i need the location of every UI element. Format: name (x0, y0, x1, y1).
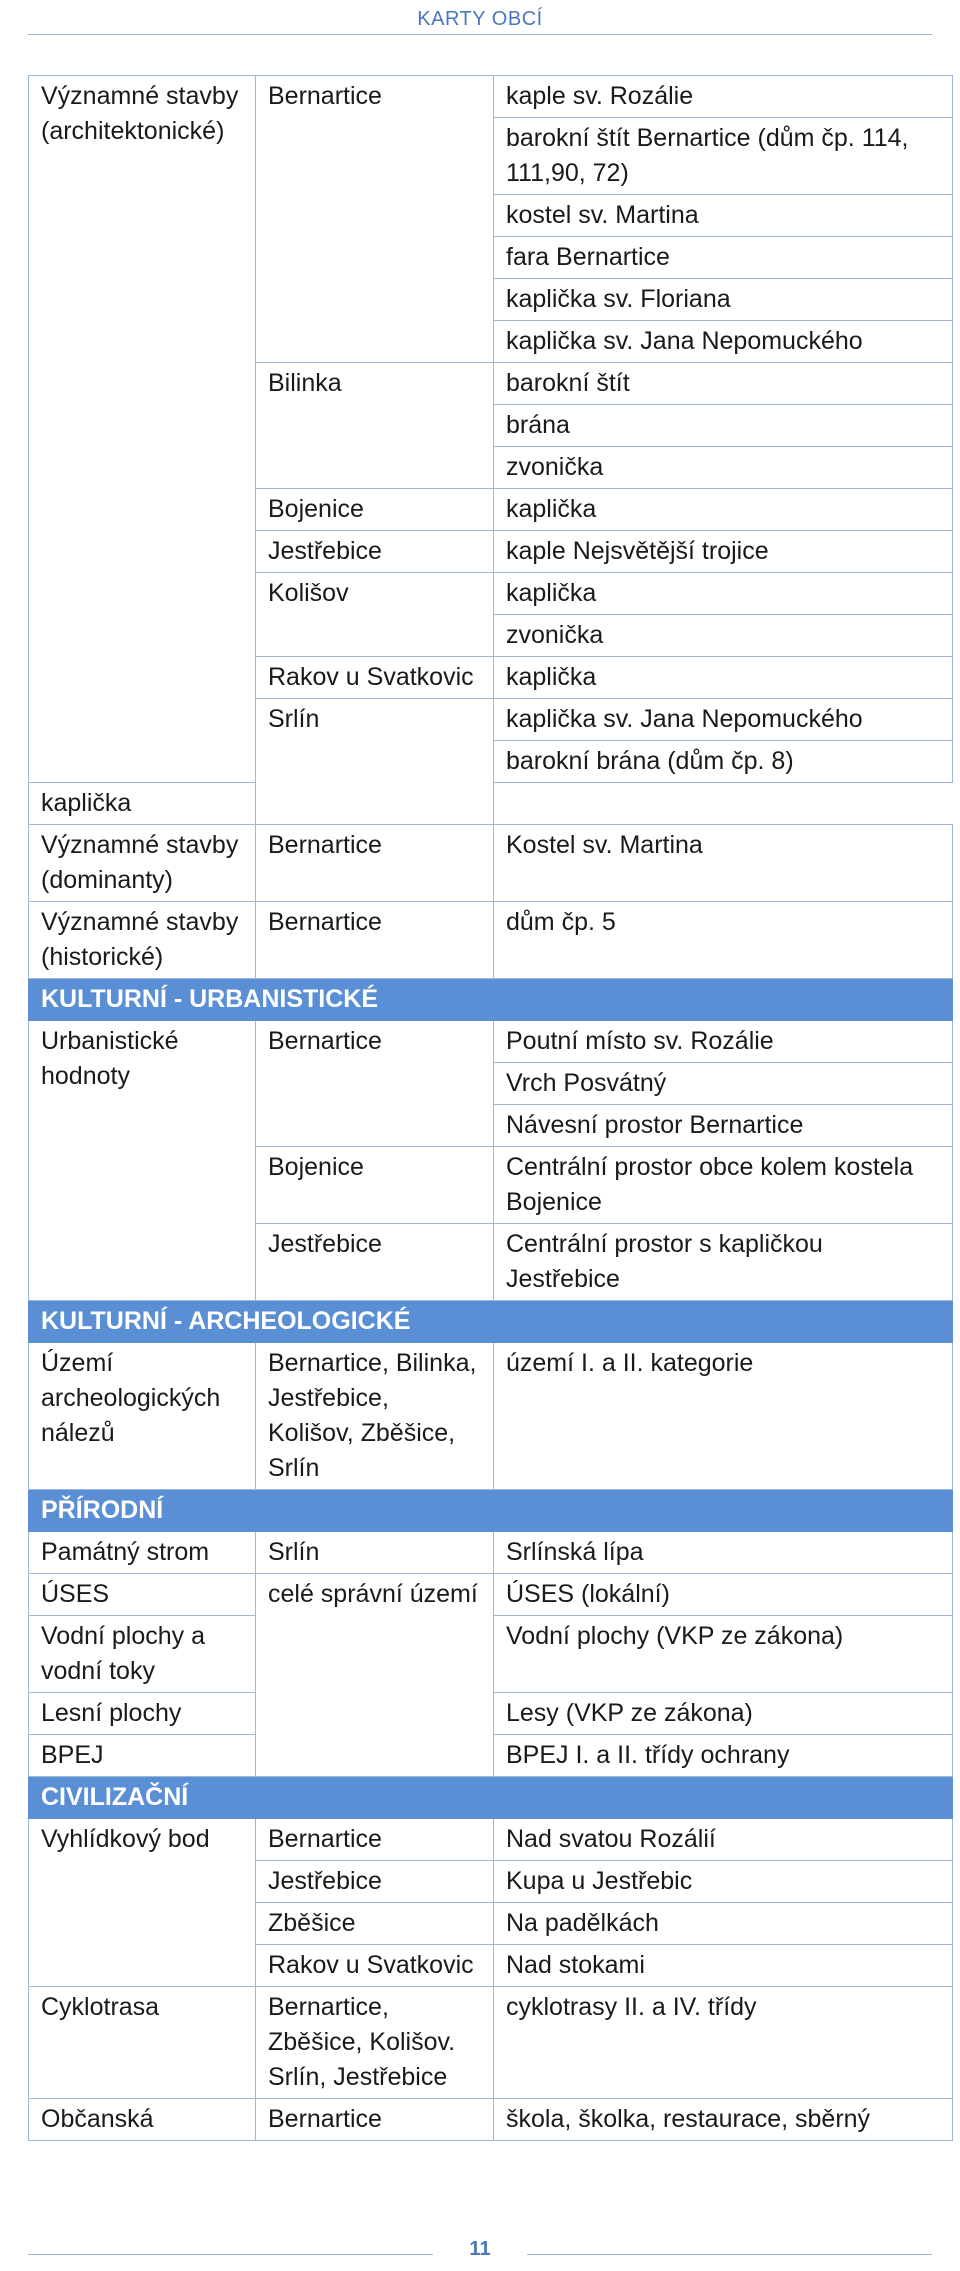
category-cell: Významné stavby (historické) (29, 902, 256, 979)
place-cell: Srlín (256, 1532, 494, 1574)
value-cell: kaplička (494, 573, 953, 615)
value-cell: Lesy (VKP ze zákona) (494, 1693, 953, 1735)
table-row (29, 1343, 953, 1490)
category-cell: Vyhlídkový bod (29, 1819, 256, 1987)
value-cell: barokní štít (494, 363, 953, 405)
table-row (29, 2099, 953, 2141)
value-cell: brána (494, 405, 953, 447)
value-cell: území I. a II. kategorie (494, 1343, 953, 1490)
value-cell: zvonička (494, 615, 953, 657)
section-header-row (29, 1777, 953, 1819)
place-cell: celé správní území (256, 1574, 494, 1777)
place-cell: Bernartice (256, 1819, 494, 1861)
section-header: KULTURNÍ - ARCHEOLOGICKÉ (29, 1301, 953, 1343)
value-cell: Návesní prostor Bernartice (494, 1105, 953, 1147)
category-cell: Vodní plochy a vodní toky (29, 1616, 256, 1693)
place-cell: Bojenice (256, 489, 494, 531)
value-cell: kaplička (494, 489, 953, 531)
place-cell: Bilinka (256, 363, 494, 489)
section-header: PŘÍRODNÍ (29, 1490, 953, 1532)
value-cell: Kupa u Jestřebic (494, 1861, 953, 1903)
value-cell: Centrální prostor s kapličkou Jestřebice (494, 1224, 953, 1301)
footer-rule-left (28, 2254, 433, 2255)
value-cell: BPEJ I. a II. třídy ochrany (494, 1735, 953, 1777)
value-cell: Vodní plochy (VKP ze zákona) (494, 1616, 953, 1693)
table-row (29, 1819, 953, 1861)
value-cell: kaple sv. Rozálie (494, 76, 953, 118)
place-cell: Rakov u Svatkovic (256, 657, 494, 699)
value-cell: Srlínská lípa (494, 1532, 953, 1574)
value-cell: kostel sv. Martina (494, 195, 953, 237)
place-cell: Jestřebice (256, 531, 494, 573)
table-row (29, 902, 953, 979)
place-cell: Jestřebice (256, 1861, 494, 1903)
place-cell: Bernartice (256, 1021, 494, 1147)
value-cell: kaplička (29, 783, 256, 825)
value-cell: kaplička (494, 657, 953, 699)
category-cell: Území archeologických nálezů (29, 1343, 256, 1490)
value-cell: Nad stokami (494, 1945, 953, 1987)
page-number: 11 (469, 2238, 491, 2260)
value-cell: barokní brána (dům čp. 8) (494, 741, 953, 783)
place-cell: Rakov u Svatkovic (256, 1945, 494, 1987)
section-header-row (29, 1490, 953, 1532)
section-header: CIVILIZAČNÍ (29, 1777, 953, 1819)
footer-rule-right (527, 2254, 932, 2255)
table-row (29, 1987, 953, 2099)
table-row (29, 1021, 953, 1063)
category-cell: Občanská (29, 2099, 256, 2141)
value-cell: škola, školka, restaurace, sběrný (494, 2099, 953, 2141)
place-cell: Kolišov (256, 573, 494, 657)
value-cell: kaplička sv. Jana Nepomuckého (494, 321, 953, 363)
value-cell: zvonička (494, 447, 953, 489)
category-cell: Urbanistické hodnoty (29, 1021, 256, 1301)
section-header-row (29, 979, 953, 1021)
place-cell: Bernartice (256, 902, 494, 979)
value-cell: ÚSES (lokální) (494, 1574, 953, 1616)
place-cell: Bernartice (256, 2099, 494, 2141)
value-cell: cyklotrasy II. a IV. třídy (494, 1987, 953, 2099)
municipality-card-table (28, 75, 953, 2141)
table-row (29, 1532, 953, 1574)
value-cell: Centrální prostor obce kolem kostela Bojenice (494, 1147, 953, 1224)
table-row (29, 1574, 953, 1616)
place-cell: Srlín (256, 699, 494, 825)
place-cell: Bernartice, Bilinka, Jestřebice, Kolišov, Zběšice, Srlín (256, 1343, 494, 1490)
value-cell: Vrch Posvátný (494, 1063, 953, 1105)
value-cell: barokní štít Bernartice (dům čp. 114, 111,90, 72) (494, 118, 953, 195)
category-cell: ÚSES (29, 1574, 256, 1616)
category-cell: Cyklotrasa (29, 1987, 256, 2099)
table-row (29, 825, 953, 902)
section-header: KULTURNÍ - URBANISTICKÉ (29, 979, 953, 1021)
category-cell: Významné stavby (dominanty) (29, 825, 256, 902)
value-cell: dům čp. 5 (494, 902, 953, 979)
place-cell: Jestřebice (256, 1224, 494, 1301)
category-cell: BPEJ (29, 1735, 256, 1777)
place-cell: Bernartice (256, 825, 494, 902)
value-cell: Nad svatou Rozálií (494, 1819, 953, 1861)
place-cell: Bernartice, Zběšice, Kolišov. Srlín, Jestřebice (256, 1987, 494, 2099)
value-cell: kaplička sv. Floriana (494, 279, 953, 321)
place-cell: Zběšice (256, 1903, 494, 1945)
value-cell: fara Bernartice (494, 237, 953, 279)
category-cell: Lesní plochy (29, 1693, 256, 1735)
value-cell: kaple Nejsvětější trojice (494, 531, 953, 573)
section-header-row (29, 1301, 953, 1343)
place-cell: Bojenice (256, 1147, 494, 1224)
category-cell: Památný strom (29, 1532, 256, 1574)
value-cell: Kostel sv. Martina (494, 825, 953, 902)
value-cell: kaplička sv. Jana Nepomuckého (494, 699, 953, 741)
category-cell: Významné stavby (architektonické) (29, 76, 256, 783)
place-cell: Bernartice (256, 76, 494, 363)
value-cell: Na padělkách (494, 1903, 953, 1945)
value-cell: Poutní místo sv. Rozálie (494, 1021, 953, 1063)
running-header: KARTY OBCÍ (28, 0, 932, 35)
table-row (29, 76, 953, 118)
